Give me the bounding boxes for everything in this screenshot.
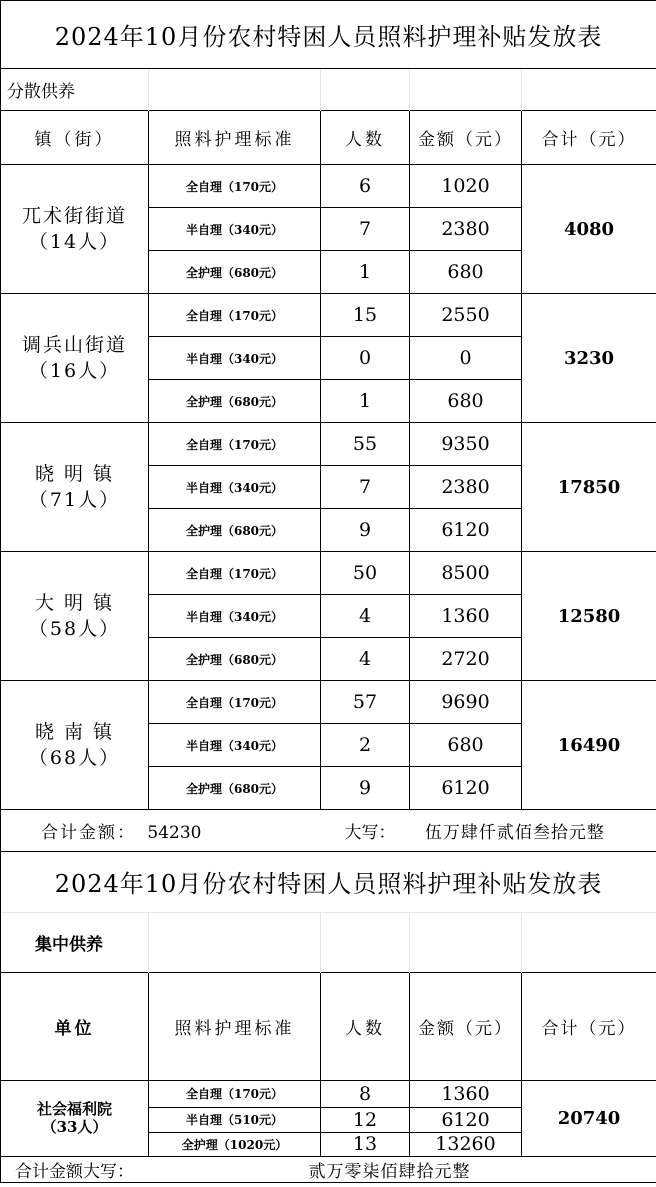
total-value: 54230 <box>147 823 202 843</box>
empty-cell <box>410 69 522 111</box>
people-count: 13 <box>321 1132 410 1156</box>
care-standard: 半自理（340元） <box>149 595 321 638</box>
header-unit: 单位 <box>1 972 149 1080</box>
section-label: 分散供养 <box>1 69 149 111</box>
centralized-support-table <box>0 852 656 1183</box>
unit-count: （14人） <box>28 231 121 253</box>
unit-name: 晓 明 镇 <box>34 463 115 485</box>
unit-total: 17850 <box>522 423 656 552</box>
table-row <box>1 1080 656 1107</box>
unit-count: （68人） <box>28 747 121 769</box>
amount: 2380 <box>410 208 522 251</box>
total-value: 贰万零柒佰肆拾元整 <box>309 1156 645 1182</box>
people-count: 12 <box>321 1107 410 1132</box>
total-label: 合计金额大写： <box>1 1156 321 1182</box>
total-cell <box>1 810 321 852</box>
daxie-value: 伍万肆仟贰佰叁拾元整 <box>424 823 605 843</box>
care-standard: 全自理（170元） <box>149 423 321 466</box>
daxie-label: 大写： <box>344 823 396 843</box>
people-count: 8 <box>321 1080 410 1107</box>
amount: 1360 <box>410 595 522 638</box>
total-row <box>1 810 656 852</box>
people-count: 50 <box>321 552 410 595</box>
total-daxie-cell <box>321 810 656 852</box>
empty-cell <box>321 69 410 111</box>
unit-total: 3230 <box>522 294 656 423</box>
amount: 0 <box>410 337 522 380</box>
empty-cell <box>149 69 321 111</box>
people-count: 0 <box>321 337 410 380</box>
unit-name: 社会福利院 <box>36 1100 112 1118</box>
amount: 680 <box>410 251 522 294</box>
unit-total: 16490 <box>522 681 656 810</box>
header-standard: 照料护理标准 <box>149 972 321 1080</box>
unit-count: （71人） <box>28 489 121 511</box>
table-title: 2024年10月份农村特困人员照料护理补贴发放表 <box>1 852 656 912</box>
people-count: 57 <box>321 681 410 724</box>
care-standard: 半自理（510元） <box>149 1107 321 1132</box>
empty-cell <box>522 912 656 972</box>
table-row <box>1 552 656 595</box>
care-standard: 全护理（680元） <box>149 509 321 552</box>
care-standard: 全自理（170元） <box>149 552 321 595</box>
table-row <box>1 681 656 724</box>
unit-cell <box>1 681 149 810</box>
people-count: 1 <box>321 380 410 423</box>
empty-cell <box>522 69 656 111</box>
unit-cell <box>1 552 149 681</box>
people-count: 1 <box>321 251 410 294</box>
header-total: 合计（元） <box>522 111 656 165</box>
care-standard: 全自理（170元） <box>149 165 321 208</box>
amount: 680 <box>410 380 522 423</box>
care-standard: 全护理（1020元） <box>149 1132 321 1156</box>
empty-cell <box>149 912 321 972</box>
care-standard: 全自理（170元） <box>149 681 321 724</box>
header-standard: 照料护理标准 <box>149 111 321 165</box>
unit-count: （16人） <box>28 360 121 382</box>
care-standard: 全自理（170元） <box>149 294 321 337</box>
people-count: 7 <box>321 208 410 251</box>
total-row <box>1 1156 656 1182</box>
unit-total: 20740 <box>522 1080 656 1156</box>
table-row <box>1 165 656 208</box>
amount: 6120 <box>410 767 522 810</box>
amount: 680 <box>410 724 522 767</box>
unit-name: 晓 南 镇 <box>34 721 115 743</box>
people-count: 55 <box>321 423 410 466</box>
care-standard: 全护理（680元） <box>149 767 321 810</box>
amount: 9350 <box>410 423 522 466</box>
unit-name: 大 明 镇 <box>34 592 115 614</box>
people-count: 2 <box>321 724 410 767</box>
empty-cell <box>321 912 410 972</box>
amount: 6120 <box>410 509 522 552</box>
header-people: 人数 <box>321 972 410 1080</box>
section-label: 集中供养 <box>1 912 149 972</box>
care-standard: 全护理（680元） <box>149 251 321 294</box>
header-town: 镇（街） <box>1 111 149 165</box>
unit-cell <box>1 1080 149 1156</box>
care-standard: 半自理（340元） <box>149 208 321 251</box>
amount: 1360 <box>410 1080 522 1107</box>
amount: 2380 <box>410 466 522 509</box>
empty-cell <box>410 912 522 972</box>
total-label: 合计金额： <box>41 823 136 843</box>
table-row <box>1 294 656 337</box>
unit-name: 兀术街街道 <box>21 205 127 227</box>
unit-cell <box>1 165 149 294</box>
care-standard: 全护理（680元） <box>149 380 321 423</box>
people-count: 7 <box>321 466 410 509</box>
header-total: 合计（元） <box>522 972 656 1080</box>
header-people: 人数 <box>321 111 410 165</box>
unit-total: 4080 <box>522 165 656 294</box>
care-standard: 半自理（340元） <box>149 724 321 767</box>
amount: 2720 <box>410 638 522 681</box>
people-count: 4 <box>321 595 410 638</box>
amount: 9690 <box>410 681 522 724</box>
unit-cell <box>1 423 149 552</box>
people-count: 4 <box>321 638 410 681</box>
people-count: 6 <box>321 165 410 208</box>
people-count: 9 <box>321 509 410 552</box>
amount: 1020 <box>410 165 522 208</box>
care-standard: 半自理（340元） <box>149 337 321 380</box>
unit-count: （33人） <box>41 1118 108 1136</box>
care-standard: 半自理（340元） <box>149 466 321 509</box>
table-row <box>1 423 656 466</box>
people-count: 9 <box>321 767 410 810</box>
unit-name: 调兵山街道 <box>21 334 127 356</box>
care-standard: 全护理（680元） <box>149 638 321 681</box>
table-title: 2024年10月份农村特困人员照料护理补贴发放表 <box>1 1 656 69</box>
header-amount: 金额（元） <box>410 972 522 1080</box>
amount: 6120 <box>410 1107 522 1132</box>
amount: 13260 <box>410 1132 522 1156</box>
header-amount: 金额（元） <box>410 111 522 165</box>
amount: 8500 <box>410 552 522 595</box>
care-standard: 全自理（170元） <box>149 1080 321 1107</box>
unit-cell <box>1 294 149 423</box>
unit-count: （58人） <box>28 618 121 640</box>
people-count: 15 <box>321 294 410 337</box>
amount: 2550 <box>410 294 522 337</box>
unit-total: 12580 <box>522 552 656 681</box>
